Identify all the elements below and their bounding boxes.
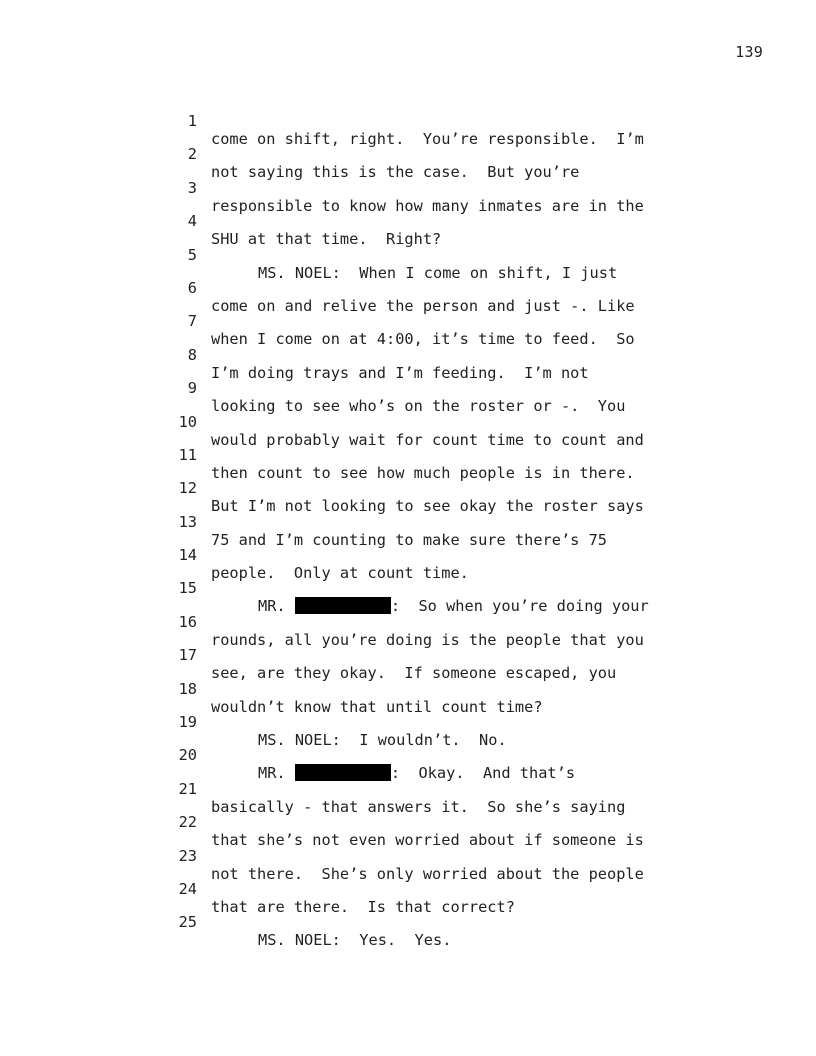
line-number: 1 [187, 112, 197, 130]
line-text: responsible to know how many inmates are in the [211, 196, 644, 215]
line-number: 18 [178, 679, 197, 698]
speaker-statement: : Okay. And that’s [390, 764, 576, 783]
line-text: that are there. Is that correct? [211, 897, 515, 916]
line-text: would probably wait for count time to count and [211, 430, 644, 449]
line-text: people. Only at count time. [211, 564, 469, 583]
speaker-statement: MS. NOEL: When I come on shift, I just [258, 263, 618, 282]
transcript-line [160, 561, 720, 616]
line-number: 8 [187, 345, 197, 364]
line-text: 75 and I’m counting to make sure there’s 75 [211, 530, 608, 549]
line-number: 4 [187, 212, 197, 231]
line-text: then count to see how much people is in there. [211, 463, 635, 482]
transcript-line [160, 395, 720, 449]
line-number: 22 [178, 813, 197, 832]
line-number: 11 [178, 445, 197, 464]
transcript-line [160, 161, 720, 215]
transcript-line [160, 361, 720, 416]
line-number: 5 [187, 245, 197, 264]
transcript-line [160, 328, 720, 382]
line-text: rounds, all you’re doing is the people that you [211, 630, 644, 649]
line-text-indented [211, 931, 451, 949]
transcript-line [160, 762, 720, 816]
line-number: 14 [178, 546, 197, 565]
line-text: basically - that answers it. So she’s saying [211, 797, 626, 816]
line-text: see, are they okay. If someone escaped, you [211, 664, 617, 683]
line-text: I’m doing trays and I’m feeding. I’m not [211, 363, 589, 382]
transcript-line [160, 94, 720, 148]
transcript-line [160, 428, 720, 482]
line-text: But I’m not looking to see okay the roster says [211, 497, 644, 516]
transcript-line [160, 261, 720, 315]
line-number: 21 [178, 779, 197, 798]
speaker-statement: : So when you’re doing your [390, 597, 649, 616]
page-number: 139 [735, 43, 763, 61]
line-text: not saying this is the case. But you’re [211, 163, 580, 182]
transcript-line [160, 795, 720, 850]
line-number: 2 [187, 145, 197, 164]
transcript-line [160, 895, 720, 950]
line-text: not there. She’s only worried about the people [211, 864, 644, 883]
transcript-line [160, 294, 720, 349]
transcript-line [160, 495, 720, 549]
line-number: 19 [178, 713, 197, 732]
speaker-prefix: MR. [258, 597, 295, 616]
line-text: come on shift, right. You’re responsible. I’m [211, 130, 644, 148]
line-number: 24 [178, 879, 197, 898]
line-number: 9 [187, 379, 197, 398]
speaker-statement: MS. NOEL: I wouldn’t. No. [258, 731, 507, 750]
transcript-line [160, 127, 720, 182]
transcript-line [160, 628, 720, 683]
line-text: looking to see who’s on the roster or -. You [211, 397, 626, 416]
line-text: come on and relive the person and just -. Like [211, 296, 635, 315]
transcript-line [160, 829, 720, 883]
line-number: 3 [187, 178, 197, 197]
transcript-line [160, 862, 720, 916]
speaker-statement: MS. NOEL: Yes. Yes. [258, 931, 452, 950]
line-text: when I come on at 4:00, it’s time to feed. So [211, 330, 635, 349]
transcript-line [160, 595, 720, 649]
line-number: 25 [178, 913, 197, 932]
line-number: 17 [178, 646, 197, 665]
line-number: 6 [187, 278, 197, 297]
line-number: 20 [178, 746, 197, 765]
transcript-line [160, 662, 720, 716]
transcript-line [160, 528, 720, 583]
transcript-line [160, 728, 720, 783]
transcript-line [160, 228, 720, 282]
speaker-prefix: MR. [258, 764, 295, 783]
line-number: 23 [178, 846, 197, 865]
line-number: 16 [178, 612, 197, 631]
line-number: 12 [178, 479, 197, 498]
transcript-line [160, 194, 720, 249]
line-text: wouldn’t know that until count time? [211, 697, 543, 716]
line-text: that she’s not even worried about if someone is [211, 831, 644, 850]
transcript-body [160, 94, 720, 950]
line-number: 7 [187, 312, 197, 331]
line-number: 15 [178, 579, 197, 598]
transcript-line [160, 461, 720, 516]
line-number: 10 [178, 412, 197, 431]
line-number: 13 [178, 512, 197, 531]
transcript-line [160, 695, 720, 750]
line-text: SHU at that time. Right? [211, 230, 442, 249]
